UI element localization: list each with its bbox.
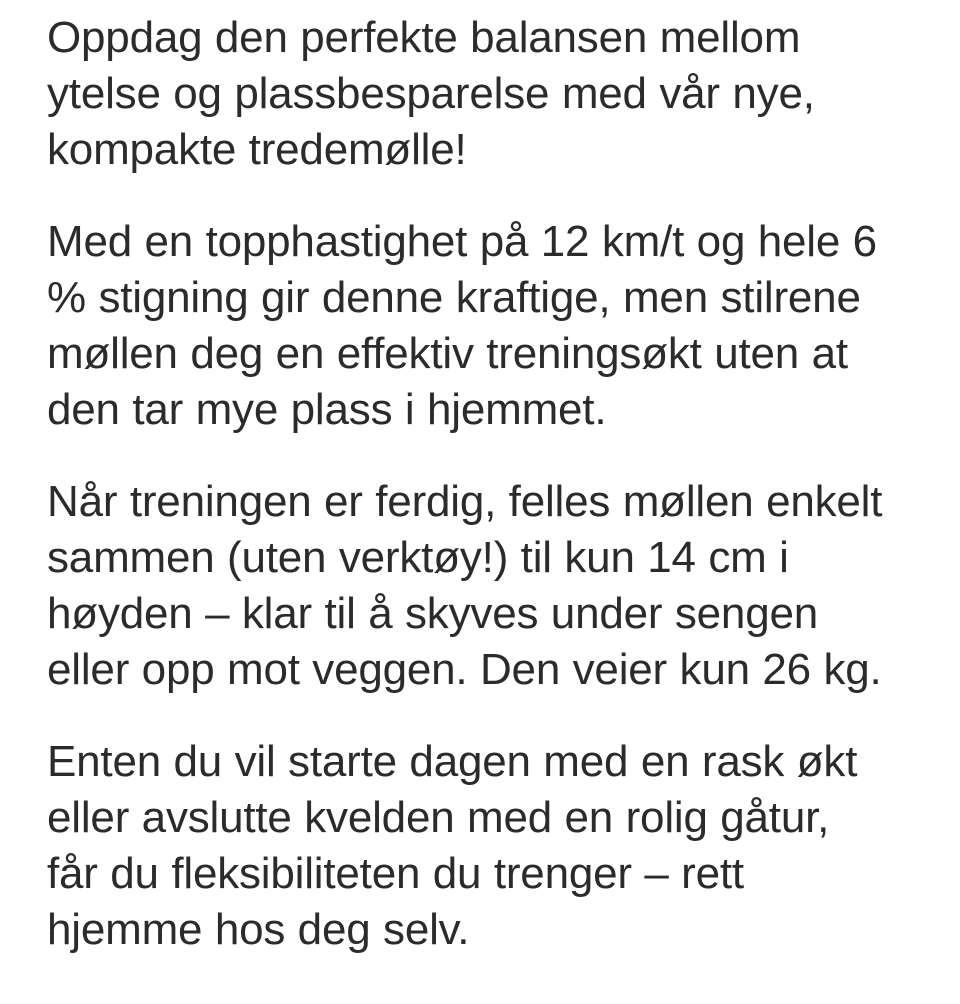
paragraph-intro: Oppdag den perfekte balansen mellom ytelse og plassbesparelse med vår nye, kompakte tredemølle! bbox=[47, 13, 815, 174]
paragraph-flexibility: Enten du vil starte dagen med en rask økt eller avslutte kvelden med en rolig gåtur, får du fleksibiliteten du trenger – rett hjemme hos deg selv. bbox=[47, 737, 858, 954]
paragraph-storage: Når treningen er ferdig, felles møllen enkelt sammen (uten verktøy!) til kun 14 cm i høyden – klar til å skyves under sengen eller opp mot veggen. Den veier kun 26 kg. bbox=[47, 477, 883, 694]
paragraph-performance: Med en topphastighet på 12 km/t og hele 6 % stigning gir denne kraftige, men stilrene møllen deg en effektiv treningsøkt uten at den tar mye plass i hjemmet. bbox=[47, 217, 877, 434]
